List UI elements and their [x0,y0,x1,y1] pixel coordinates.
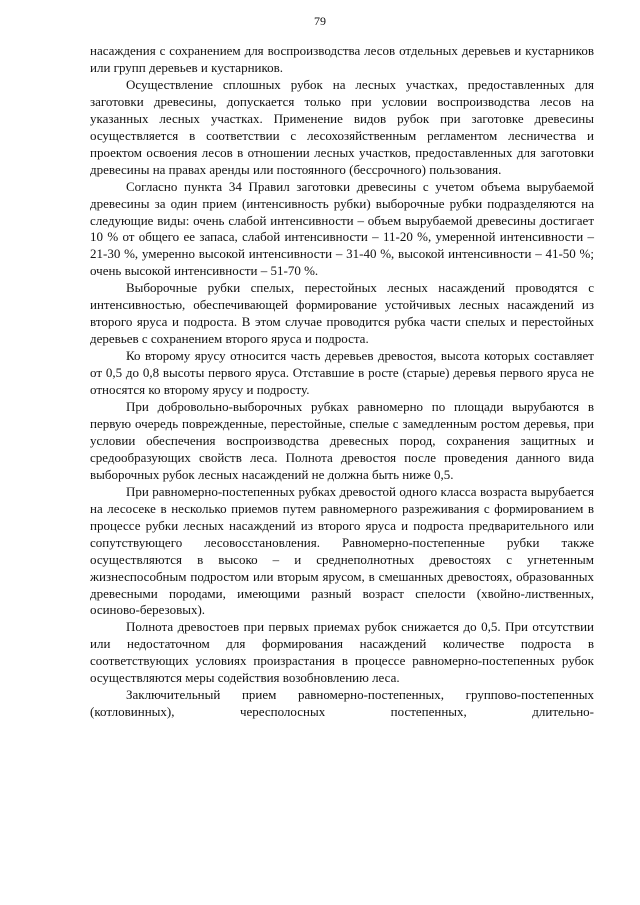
paragraph: Ко второму ярусу относится часть деревьев древостоя, высота которых составляет от 0,5 до 0,8 высоты первого яруса. Отставшие в росте (старые) деревья первого яруса не относятся ко второму ярусу и подросту. [90,348,594,398]
body-text [90,43,594,721]
paragraph: Осуществление сплошных рубок на лесных участках, предоставленных для заготовки древесины, допускается только при условии воспроизводства лесов на указанных лесных участках. Применение видов рубок при заготовке древесины осуществляется в соответствии с лесохозяйственным регламентом лесничества и проектом освоения лесов в отношении лесных участков, предоставленных для заготовки древесины на правах аренды или постоянного (бессрочного) пользования. [90,76,594,177]
paragraph: При добровольно-выборочных рубках равномерно по площади вырубаются в первую очередь поврежденные, перестойные, спелые с замедленным ростом деревья, при условии обеспечения воспроизводства древесных пород, сохранения защитных и средообразующих свойств леса. Полнота древостоя после проведения данного вида выборочных рубок лесных насаждений не должна быть ниже 0,5. [90,399,594,482]
paragraph-continued: Заключительный прием равномерно-постепенных, группово-постепенных (котловинных), чересполосных постепенных, длительно- [90,687,594,720]
paragraph: Согласно пункта 34 Правил заготовки древесины с учетом объема вырубаемой древесины за один прием (интенсивность рубки) выборочные рубки подразделяются на следующие виды: очень слабой интенсивности – объем вырубаемой древесины достигает 10 % от общего ее запаса, слабой интенсивности – 11-20 %, умеренной интенсивности – 21-30 %, умеренно высокой интенсивности – 31-40 %, высокой интенсивности – 41-50 %; очень высокой интенсивности – 51-70 %. [90,178,594,279]
paragraph: Выборочные рубки спелых, перестойных лесных насаждений проводятся с интенсивностью, обеспечивающей формирование устойчивых лесных насаждений из второго яруса и подроста. В этом случае проводится рубка части спелых и перестойных деревьев с сохранением второго яруса и подроста. [90,280,594,347]
page-number: 79 [314,14,326,28]
paragraph-continuation: насаждения с сохранением для воспроизводства лесов отдельных деревьев и кустарников или групп деревьев и кустарников. [90,43,594,75]
paragraph: При равномерно-постепенных рубках древостой одного класса возраста вырубается на лесосеке в несколько приемов путем равномерного разреживания с формированием в процессе рубки лесных насаждений из второго яруса и подроста предварительного или сопутствующего лесовосстановления. Равномерно-постепенные рубки также осуществляются в высоко – и среднеполнотных древостоях с угнетенным жизнеспособным подростом или вторым ярусом, в смешанных древостоях, образованных древесными породами, имеющими разный возраст спелости (хвойно-лиственных, осиново-березовых). [90,483,594,618]
paragraph: Полнота древостоев при первых приемах рубок снижается до 0,5. При отсутствии или недостаточном для формирования насаждений количестве подроста в соответствующих условиях произрастания в процессе равномерно-постепенных рубок осуществляются меры содействия возобновлению леса. [90,619,594,686]
